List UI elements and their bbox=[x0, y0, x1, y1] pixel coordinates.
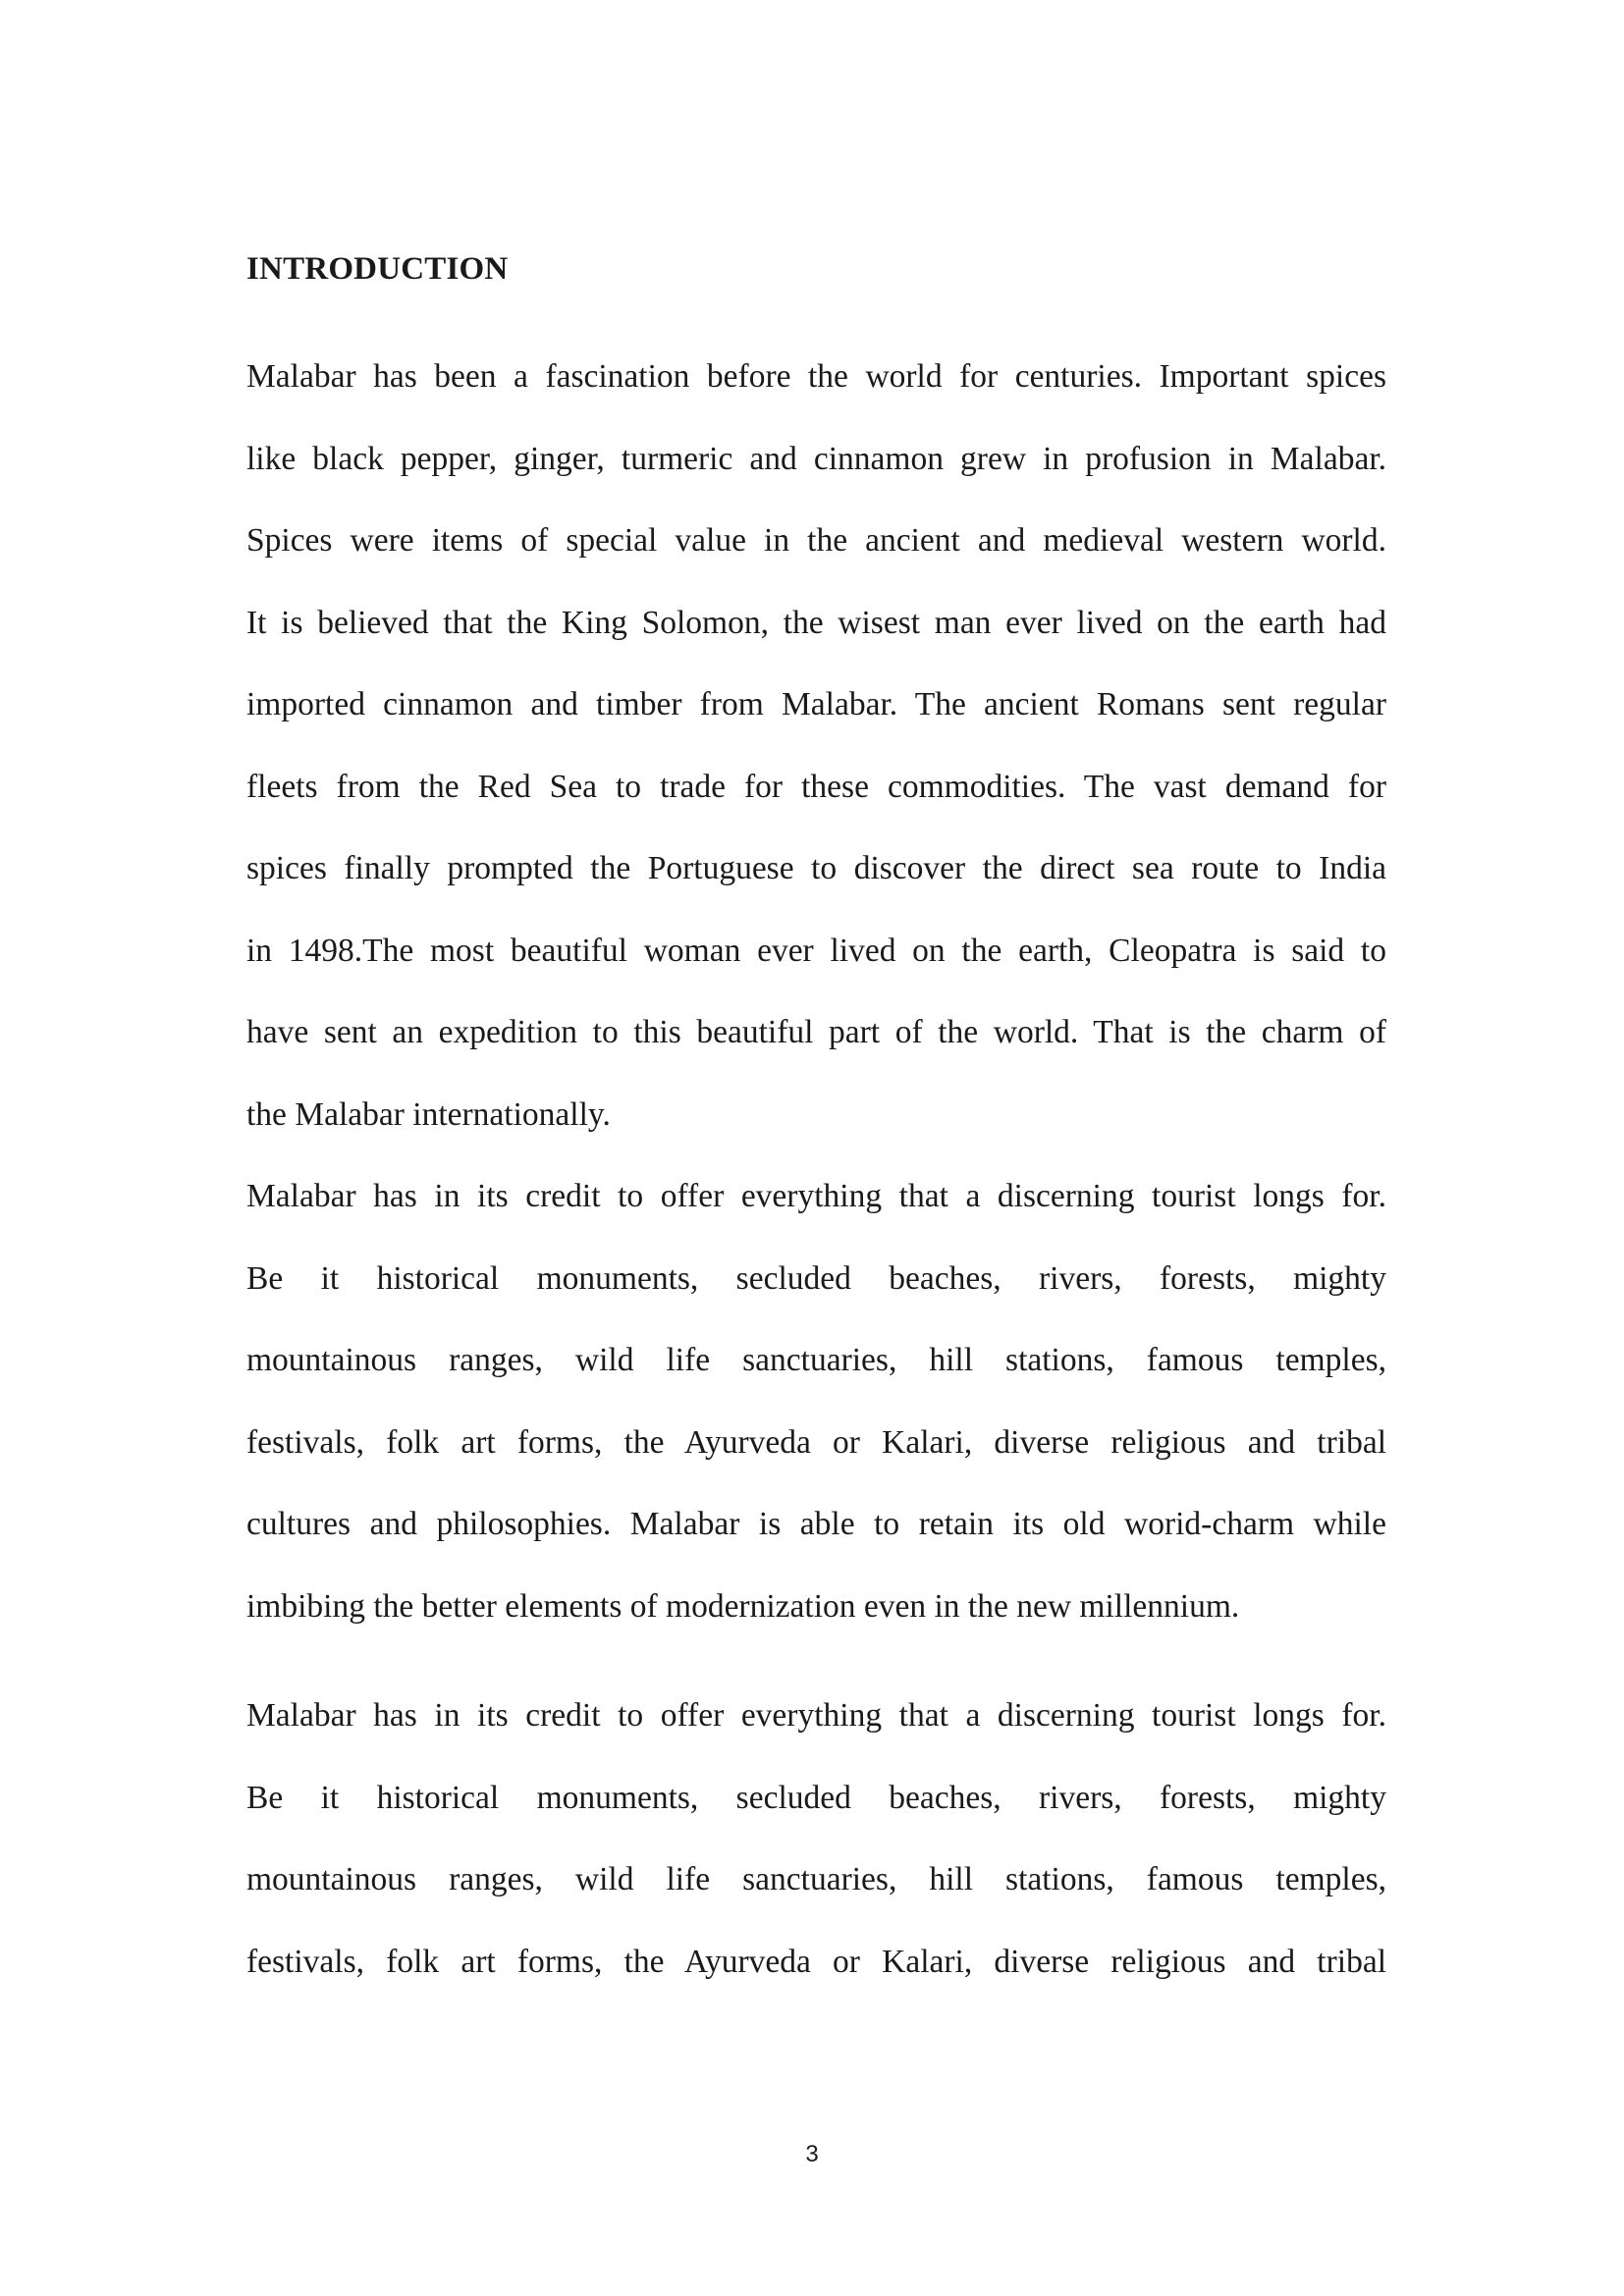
paragraph-line: Spices were items of special value in the ancient and medieval western world. bbox=[246, 522, 1386, 559]
paragraph-line: the Malabar internationally. bbox=[246, 1095, 611, 1133]
paragraph-line: have sent an expedition to this beautiful part of the world. That is the charm of bbox=[246, 1014, 1386, 1050]
paragraph-line: mountainous ranges, wild life sanctuaries, hill stations, famous temples, bbox=[246, 1861, 1386, 1897]
paragraph-line: Malabar has in its credit to offer everything that a discerning tourist longs for. bbox=[246, 1697, 1386, 1734]
paragraph-line: imported cinnamon and timber from Malabar. The ancient Romans sent regular bbox=[246, 686, 1386, 722]
paragraph-line: cultures and philosophies. Malabar is able to retain its old worid-charm while bbox=[246, 1506, 1386, 1542]
paragraph-3 bbox=[246, 1675, 1386, 2002]
paragraph-line: Malabar has been a fascination before the world for centuries. Important spices bbox=[246, 358, 1386, 395]
page-number: 3 bbox=[805, 2141, 819, 2167]
paragraph-line: mountainous ranges, wild life sanctuaries, hill stations, famous temples, bbox=[246, 1342, 1386, 1378]
paragraph-line: festivals, folk art forms, the Ayurveda or Kalari, diverse religious and tribal bbox=[246, 1943, 1386, 1980]
paragraph-line: It is believed that the King Solomon, the wisest man ever lived on the earth had bbox=[246, 604, 1386, 641]
section-heading: INTRODUCTION bbox=[246, 251, 509, 287]
paragraph-line: fleets from the Red Sea to trade for these commodities. The vast demand for bbox=[246, 768, 1386, 805]
paragraph-line: festivals, folk art forms, the Ayurveda or Kalari, diverse religious and tribal bbox=[246, 1423, 1386, 1461]
paragraph-line: Malabar has in its credit to offer everything that a discerning tourist longs for. bbox=[246, 1178, 1386, 1214]
paragraph-line: Be it historical monuments, secluded beaches, rivers, forests, mighty bbox=[246, 1779, 1386, 1816]
paragraph-2 bbox=[246, 1155, 1386, 1647]
paragraph-1 bbox=[246, 336, 1386, 1155]
paragraph-line: Be it historical monuments, secluded beaches, rivers, forests, mighty bbox=[246, 1259, 1386, 1297]
paragraph-line: spices finally prompted the Portuguese to discover the direct sea route to India bbox=[246, 850, 1386, 886]
paragraph-line: in 1498.The most beautiful woman ever lived on the earth, Cleopatra is said to bbox=[246, 932, 1386, 969]
paragraph-line: like black pepper, ginger, turmeric and cinnamon grew in profusion in Malabar. bbox=[246, 440, 1386, 477]
paragraph-line: imbibing the better elements of modernization even in the new millennium. bbox=[246, 1587, 1240, 1625]
